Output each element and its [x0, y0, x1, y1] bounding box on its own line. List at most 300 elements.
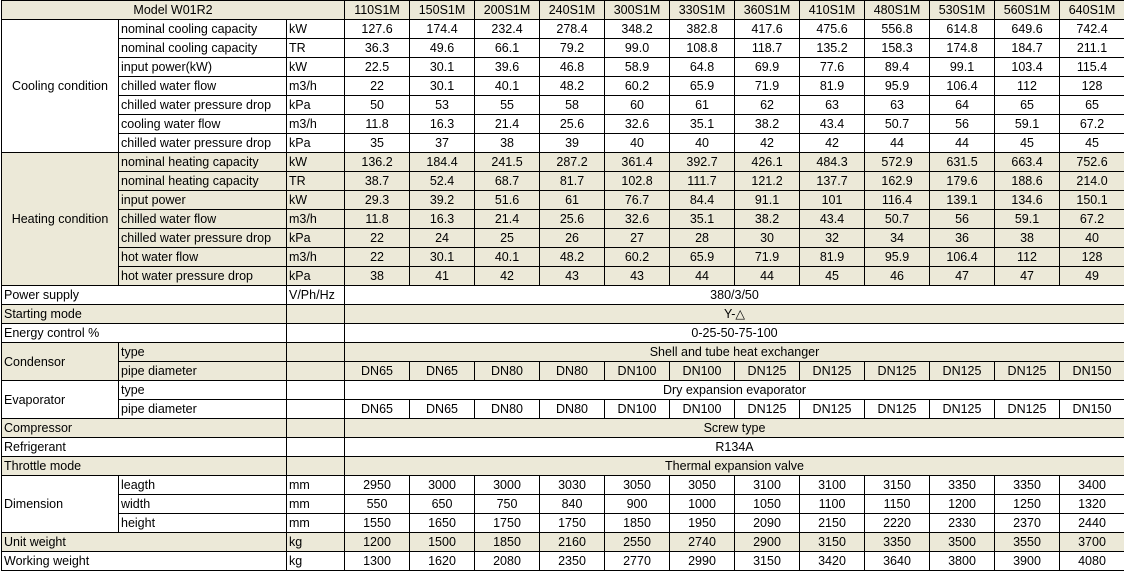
working-weight-label: Working weight [2, 552, 287, 571]
unit-label: TR [287, 172, 345, 191]
value-cell: DN100 [670, 400, 735, 419]
value-cell: 62 [735, 96, 800, 115]
value-cell: 2090 [735, 514, 800, 533]
starting-mode-value: Y-△ [345, 305, 1124, 324]
starting-mode-label: Starting mode [2, 305, 287, 324]
value-cell: 64 [930, 96, 995, 115]
value-cell: 44 [930, 134, 995, 153]
value-cell: 101 [800, 191, 865, 210]
value-cell: 22 [345, 229, 410, 248]
value-cell: 11.8 [345, 115, 410, 134]
value-cell: 60 [605, 96, 670, 115]
table-row [2, 305, 1124, 324]
value-cell: 1100 [800, 495, 865, 514]
value-cell: 34 [865, 229, 930, 248]
value-cell: 95.9 [865, 248, 930, 267]
value-cell: 2990 [670, 552, 735, 571]
model-header: 330S1M [670, 1, 735, 20]
value-cell: DN150 [1060, 362, 1124, 381]
value-cell: 59.1 [995, 210, 1060, 229]
unit-label: kW [287, 191, 345, 210]
value-cell: 81.9 [800, 248, 865, 267]
model-label: Model W01R2 [2, 1, 345, 20]
value-cell: 121.2 [735, 172, 800, 191]
value-cell: 128 [1060, 77, 1124, 96]
param-label: pipe diameter [119, 400, 287, 419]
value-cell: 89.4 [865, 58, 930, 77]
value-cell: 134.6 [995, 191, 1060, 210]
table-row [2, 210, 1124, 229]
value-cell: 1500 [410, 533, 475, 552]
value-cell: 59.1 [995, 115, 1060, 134]
unit-label: m3/h [287, 77, 345, 96]
value-cell: 30.1 [410, 58, 475, 77]
value-cell: 99.0 [605, 39, 670, 58]
value-cell: 184.4 [410, 153, 475, 172]
value-cell: 158.3 [865, 39, 930, 58]
model-header: 530S1M [930, 1, 995, 20]
value-cell: 115.4 [1060, 58, 1124, 77]
value-cell: 40 [670, 134, 735, 153]
table-row [2, 552, 1124, 571]
table-row [2, 495, 1124, 514]
table-row [2, 229, 1124, 248]
value-cell: 35 [345, 134, 410, 153]
power-supply-value: 380/3/50 [345, 286, 1124, 305]
unit-label: kPa [287, 134, 345, 153]
value-cell: 42 [800, 134, 865, 153]
value-cell: DN100 [670, 362, 735, 381]
table-row [2, 39, 1124, 58]
value-cell: 1200 [930, 495, 995, 514]
value-cell: 38.2 [735, 115, 800, 134]
param-label: leagth [119, 476, 287, 495]
value-cell: DN125 [800, 400, 865, 419]
value-cell: 150.1 [1060, 191, 1124, 210]
value-cell: 41 [410, 267, 475, 286]
value-cell: 40.1 [475, 248, 540, 267]
value-cell: 4080 [1060, 552, 1124, 571]
value-cell: 112 [995, 248, 1060, 267]
table-row [2, 172, 1124, 191]
value-cell: 663.4 [995, 153, 1060, 172]
value-cell: 278.4 [540, 20, 605, 39]
value-cell: 45 [800, 267, 865, 286]
value-cell: 48.2 [540, 77, 605, 96]
evaporator-label: Evaporator [2, 381, 119, 419]
throttle-mode-label: Throttle mode [2, 457, 287, 476]
table-row [2, 58, 1124, 77]
value-cell: 63 [865, 96, 930, 115]
value-cell: 58 [540, 96, 605, 115]
value-cell: 1750 [540, 514, 605, 533]
value-cell: 3050 [605, 476, 670, 495]
value-cell: 2900 [735, 533, 800, 552]
value-cell: 3500 [930, 533, 995, 552]
value-cell: 43.4 [800, 115, 865, 134]
table-row [2, 476, 1124, 495]
value-cell: 111.7 [670, 172, 735, 191]
value-cell: 103.4 [995, 58, 1060, 77]
value-cell: DN125 [995, 362, 1060, 381]
value-cell: DN65 [345, 362, 410, 381]
value-cell: 127.6 [345, 20, 410, 39]
value-cell: 25.6 [540, 210, 605, 229]
value-cell: 3000 [475, 476, 540, 495]
value-cell: 91.1 [735, 191, 800, 210]
unit-label: kPa [287, 267, 345, 286]
value-cell: 2220 [865, 514, 930, 533]
value-cell: 25.6 [540, 115, 605, 134]
spec-table-body [2, 1, 1124, 571]
value-cell: 99.1 [930, 58, 995, 77]
unit-label: kg [287, 552, 345, 571]
group-label-cooling: Cooling condition [2, 20, 119, 153]
value-cell: 1000 [670, 495, 735, 514]
value-cell: DN65 [410, 362, 475, 381]
value-cell: 42 [475, 267, 540, 286]
refrigerant-label: Refrigerant [2, 438, 287, 457]
unit-label [287, 305, 345, 324]
value-cell: DN65 [345, 400, 410, 419]
value-cell: 550 [345, 495, 410, 514]
value-cell: 21.4 [475, 115, 540, 134]
value-cell: DN150 [1060, 400, 1124, 419]
table-row [2, 343, 1124, 362]
value-cell: 76.7 [605, 191, 670, 210]
value-cell: 38.7 [345, 172, 410, 191]
value-cell: DN125 [930, 400, 995, 419]
value-cell: 24 [410, 229, 475, 248]
table-row [2, 419, 1124, 438]
unit-label: mm [287, 476, 345, 495]
value-cell: 38 [995, 229, 1060, 248]
value-cell: 45 [1060, 134, 1124, 153]
value-cell: 2160 [540, 533, 605, 552]
value-cell: 36 [930, 229, 995, 248]
value-cell: 2950 [345, 476, 410, 495]
value-cell: 50 [345, 96, 410, 115]
value-cell: 2370 [995, 514, 1060, 533]
table-row [2, 324, 1124, 343]
value-cell: 3550 [995, 533, 1060, 552]
value-cell: 1200 [345, 533, 410, 552]
value-cell: 556.8 [865, 20, 930, 39]
value-cell: 241.5 [475, 153, 540, 172]
table-row [2, 267, 1124, 286]
table-row [2, 153, 1124, 172]
value-cell: 108.8 [670, 39, 735, 58]
param-label: hot water flow [119, 248, 287, 267]
value-cell: 45 [995, 134, 1060, 153]
value-cell: 3420 [800, 552, 865, 571]
model-header: 300S1M [605, 1, 670, 20]
value-cell: 29.3 [345, 191, 410, 210]
compressor-label: Compressor [2, 419, 287, 438]
condensor-label: Condensor [2, 343, 119, 381]
unit-label: kPa [287, 96, 345, 115]
model-header: 410S1M [800, 1, 865, 20]
value-cell: 28 [670, 229, 735, 248]
table-row [2, 381, 1124, 400]
value-cell: 392.7 [670, 153, 735, 172]
value-cell: 65.9 [670, 77, 735, 96]
value-cell: 32.6 [605, 210, 670, 229]
value-cell: 21.4 [475, 210, 540, 229]
value-cell: 112 [995, 77, 1060, 96]
value-cell: DN125 [865, 400, 930, 419]
value-cell: 631.5 [930, 153, 995, 172]
value-cell: 1300 [345, 552, 410, 571]
model-header: 360S1M [735, 1, 800, 20]
value-cell: 64.8 [670, 58, 735, 77]
value-cell: 162.9 [865, 172, 930, 191]
value-cell: 287.2 [540, 153, 605, 172]
throttle-mode-value: Thermal expansion valve [345, 457, 1124, 476]
param-label: nominal heating capacity [119, 153, 287, 172]
model-header: 480S1M [865, 1, 930, 20]
value-cell: 3640 [865, 552, 930, 571]
value-cell: DN125 [865, 362, 930, 381]
value-cell: 32.6 [605, 115, 670, 134]
value-cell: 2330 [930, 514, 995, 533]
param-label: cooling water flow [119, 115, 287, 134]
param-label: nominal cooling capacity [119, 20, 287, 39]
evaporator-type-value: Dry expansion evaporator [345, 381, 1124, 400]
value-cell: 137.7 [800, 172, 865, 191]
value-cell: 475.6 [800, 20, 865, 39]
value-cell: DN80 [540, 362, 605, 381]
value-cell: 52.4 [410, 172, 475, 191]
value-cell: 174.8 [930, 39, 995, 58]
value-cell: 572.9 [865, 153, 930, 172]
value-cell: DN100 [605, 400, 670, 419]
value-cell: 71.9 [735, 248, 800, 267]
value-cell: 35.1 [670, 210, 735, 229]
value-cell: 37 [410, 134, 475, 153]
value-cell: 1750 [475, 514, 540, 533]
value-cell: 840 [540, 495, 605, 514]
value-cell: DN80 [540, 400, 605, 419]
model-header: 150S1M [410, 1, 475, 20]
value-cell: 750 [475, 495, 540, 514]
param-label: hot water pressure drop [119, 267, 287, 286]
value-cell: 136.2 [345, 153, 410, 172]
unit-label: V/Ph/Hz [287, 286, 345, 305]
value-cell: 116.4 [865, 191, 930, 210]
value-cell: 184.7 [995, 39, 1060, 58]
compressor-value: Screw type [345, 419, 1124, 438]
value-cell: 55 [475, 96, 540, 115]
value-cell: 69.9 [735, 58, 800, 77]
value-cell: 25 [475, 229, 540, 248]
value-cell: 53 [410, 96, 475, 115]
value-cell: 1050 [735, 495, 800, 514]
value-cell: 3350 [995, 476, 1060, 495]
value-cell: 426.1 [735, 153, 800, 172]
param-label: chilled water pressure drop [119, 229, 287, 248]
unit-label: kW [287, 58, 345, 77]
value-cell: 39 [540, 134, 605, 153]
value-cell: 3030 [540, 476, 605, 495]
param-label: nominal heating capacity [119, 172, 287, 191]
unit-label [287, 343, 345, 362]
energy-control-value: 0-25-50-75-100 [345, 324, 1124, 343]
param-label: width [119, 495, 287, 514]
value-cell: 44 [670, 267, 735, 286]
value-cell: 1850 [475, 533, 540, 552]
value-cell: 361.4 [605, 153, 670, 172]
table-row [2, 191, 1124, 210]
unit-label [287, 362, 345, 381]
table-row [2, 400, 1124, 419]
unit-label [287, 438, 345, 457]
model-header: 560S1M [995, 1, 1060, 20]
value-cell: 2770 [605, 552, 670, 571]
value-cell: DN65 [410, 400, 475, 419]
value-cell: 30 [735, 229, 800, 248]
table-row [2, 134, 1124, 153]
value-cell: 650 [410, 495, 475, 514]
value-cell: 63 [800, 96, 865, 115]
value-cell: 56 [930, 210, 995, 229]
table-row [2, 286, 1124, 305]
dimension-label: Dimension [2, 476, 119, 533]
energy-control-label: Energy control % [2, 324, 287, 343]
value-cell: 22 [345, 77, 410, 96]
value-cell: 32 [800, 229, 865, 248]
value-cell: 50.7 [865, 115, 930, 134]
unit-label: mm [287, 514, 345, 533]
value-cell: 900 [605, 495, 670, 514]
value-cell: 43.4 [800, 210, 865, 229]
value-cell: 106.4 [930, 248, 995, 267]
model-header: 200S1M [475, 1, 540, 20]
value-cell: 232.4 [475, 20, 540, 39]
value-cell: 51.6 [475, 191, 540, 210]
value-cell: 60.2 [605, 77, 670, 96]
value-cell: 35.1 [670, 115, 735, 134]
value-cell: 614.8 [930, 20, 995, 39]
unit-label: m3/h [287, 210, 345, 229]
value-cell: 66.1 [475, 39, 540, 58]
value-cell: 30.1 [410, 248, 475, 267]
value-cell: 2080 [475, 552, 540, 571]
unit-label: kW [287, 20, 345, 39]
value-cell: 38.2 [735, 210, 800, 229]
model-header: 110S1M [345, 1, 410, 20]
value-cell: 42 [735, 134, 800, 153]
value-cell: 22.5 [345, 58, 410, 77]
group-label-heating: Heating condition [2, 153, 119, 286]
unit-label: kg [287, 533, 345, 552]
param-label: height [119, 514, 287, 533]
value-cell: 188.6 [995, 172, 1060, 191]
table-row [2, 20, 1124, 39]
value-cell: 3150 [865, 476, 930, 495]
value-cell: 16.3 [410, 115, 475, 134]
value-cell: 47 [930, 267, 995, 286]
value-cell: 40 [1060, 229, 1124, 248]
value-cell: 102.8 [605, 172, 670, 191]
value-cell: 40.1 [475, 77, 540, 96]
value-cell: 179.6 [930, 172, 995, 191]
value-cell: 3800 [930, 552, 995, 571]
value-cell: 3000 [410, 476, 475, 495]
value-cell: 30.1 [410, 77, 475, 96]
value-cell: 44 [735, 267, 800, 286]
value-cell: DN100 [605, 362, 670, 381]
value-cell: 106.4 [930, 77, 995, 96]
value-cell: 47 [995, 267, 1060, 286]
unit-label: kPa [287, 229, 345, 248]
value-cell: DN125 [930, 362, 995, 381]
value-cell: 3900 [995, 552, 1060, 571]
value-cell: 71.9 [735, 77, 800, 96]
table-row [2, 96, 1124, 115]
unit-label [287, 400, 345, 419]
model-header: 240S1M [540, 1, 605, 20]
value-cell: 752.6 [1060, 153, 1124, 172]
unit-label: m3/h [287, 115, 345, 134]
value-cell: 1950 [670, 514, 735, 533]
table-row [2, 77, 1124, 96]
value-cell: 139.1 [930, 191, 995, 210]
value-cell: 1150 [865, 495, 930, 514]
value-cell: 22 [345, 248, 410, 267]
value-cell: 68.7 [475, 172, 540, 191]
value-cell: DN125 [995, 400, 1060, 419]
unit-label: m3/h [287, 248, 345, 267]
value-cell: 67.2 [1060, 115, 1124, 134]
value-cell: 2150 [800, 514, 865, 533]
value-cell: 60.2 [605, 248, 670, 267]
value-cell: 49.6 [410, 39, 475, 58]
value-cell: 67.2 [1060, 210, 1124, 229]
value-cell: 58.9 [605, 58, 670, 77]
unit-label [287, 324, 345, 343]
value-cell: 95.9 [865, 77, 930, 96]
value-cell: 382.8 [670, 20, 735, 39]
unit-label: kW [287, 153, 345, 172]
param-label: type [119, 381, 287, 400]
value-cell: 43 [540, 267, 605, 286]
value-cell: 1650 [410, 514, 475, 533]
value-cell: 1250 [995, 495, 1060, 514]
table-row [2, 362, 1124, 381]
value-cell: 649.6 [995, 20, 1060, 39]
value-cell: 81.7 [540, 172, 605, 191]
table-row [2, 457, 1124, 476]
value-cell: 16.3 [410, 210, 475, 229]
value-cell: 38 [345, 267, 410, 286]
value-cell: 174.4 [410, 20, 475, 39]
value-cell: 1620 [410, 552, 475, 571]
value-cell: 742.4 [1060, 20, 1124, 39]
spec-table [1, 0, 1124, 571]
value-cell: 65.9 [670, 248, 735, 267]
value-cell: 27 [605, 229, 670, 248]
value-cell: 214.0 [1060, 172, 1124, 191]
value-cell: 3150 [735, 552, 800, 571]
value-cell: 65 [1060, 96, 1124, 115]
value-cell: 44 [865, 134, 930, 153]
param-label: type [119, 343, 287, 362]
value-cell: 3400 [1060, 476, 1124, 495]
value-cell: 1850 [605, 514, 670, 533]
value-cell: 39.2 [410, 191, 475, 210]
value-cell: 3700 [1060, 533, 1124, 552]
